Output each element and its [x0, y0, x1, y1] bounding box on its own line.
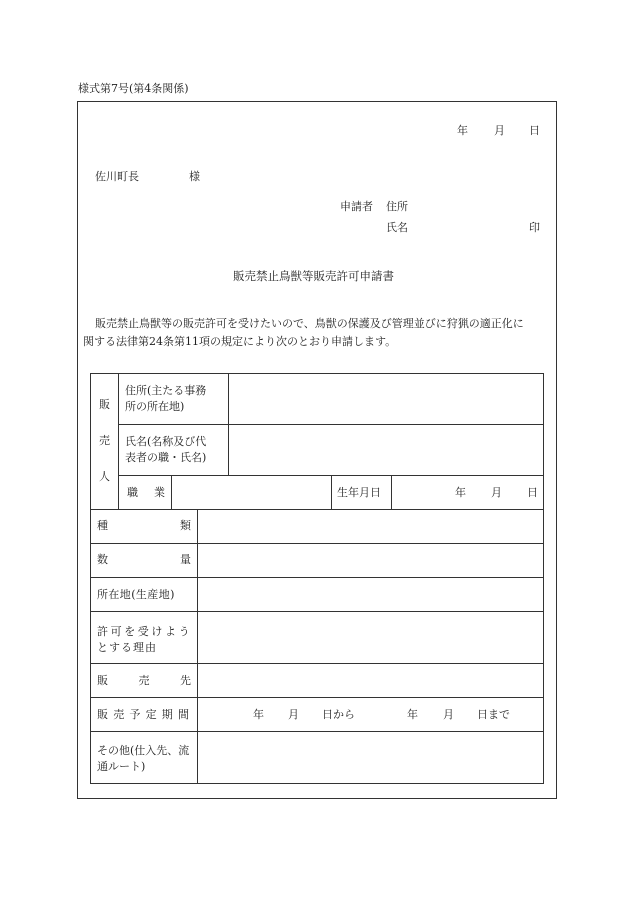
birth-day-label: 日 — [527, 486, 538, 499]
date-day-label: 日 — [529, 124, 540, 137]
date-year-label: 年 — [457, 124, 468, 137]
quantity-label: 数 量 — [97, 553, 191, 566]
reason-label-2: とする理由 — [97, 641, 157, 654]
birth-year-label: 年 — [455, 486, 466, 499]
body-line-1: 販売禁止鳥獣等の販売許可を受けたいので、鳥獣の保護及び管理並びに狩猟の適正化に — [95, 317, 524, 330]
seller-char-1: 販 — [99, 398, 110, 411]
period-end-to: 日まで — [477, 708, 510, 721]
seller-address-label-2: 所の所在地) — [125, 400, 185, 413]
form-number-label: 様式第7号(第4条関係) — [78, 82, 189, 95]
seal-mark: 印 — [529, 221, 540, 234]
reason-label-1: 許可を受けよう — [97, 625, 193, 638]
period-start-from: 日から — [322, 708, 355, 721]
sales-period-label: 販売予定期間 — [97, 708, 195, 721]
other-label-1: その他(仕入先、流 — [97, 744, 190, 757]
seller-name-label-2: 表者の職・氏名) — [125, 451, 207, 464]
addressee-name: 佐川町長 — [95, 170, 139, 183]
applicant-name-label: 氏名 — [386, 221, 408, 234]
period-start-month: 月 — [288, 708, 299, 721]
seller-char-3: 人 — [99, 470, 110, 483]
period-end-year: 年 — [407, 708, 418, 721]
kind-label: 種 類 — [97, 519, 191, 532]
document-title: 販売禁止鳥獣等販売許可申請書 — [233, 269, 394, 283]
occupation-label: 職 業 — [127, 486, 165, 499]
seller-name-label-1: 氏名(名称及び代 — [125, 435, 207, 448]
body-line-2: 関する法律第24条第11項の規定により次のとおり申請します。 — [83, 335, 397, 348]
applicant-label: 申請者 — [340, 200, 373, 213]
date-month-label: 月 — [494, 124, 505, 137]
birthdate-label: 生年月日 — [337, 486, 381, 499]
period-end-month: 月 — [443, 708, 454, 721]
seller-address-label-1: 住所(主たる事務 — [125, 384, 207, 397]
birth-month-label: 月 — [491, 486, 502, 499]
addressee-honorific: 様 — [189, 170, 200, 183]
other-label-2: 通ルート) — [97, 760, 146, 773]
destination-label: 販 売 先 — [97, 674, 191, 687]
seller-char-2: 売 — [99, 434, 110, 447]
applicant-address-label: 住所 — [386, 200, 408, 213]
period-start-year: 年 — [253, 708, 264, 721]
location-label: 所在地(生産地) — [97, 588, 175, 601]
